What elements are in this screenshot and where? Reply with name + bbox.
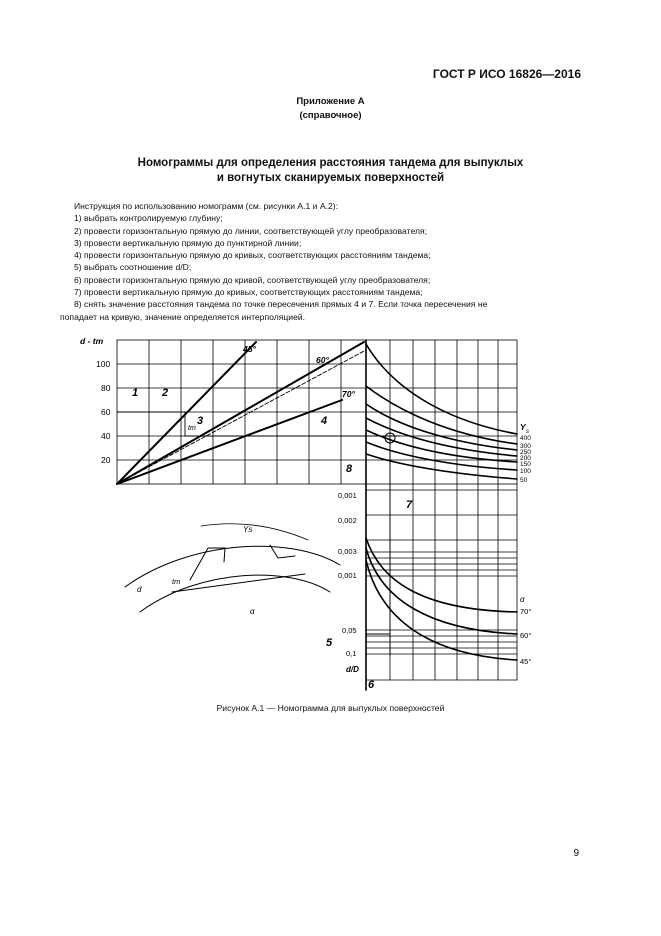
instruction-step-2: 2) провести горизонтальную прямую до линии, соответствующей углу преобразователя; bbox=[74, 225, 427, 236]
y-tick-100: 100 bbox=[96, 359, 111, 369]
section-title bbox=[0, 156, 661, 186]
curve-100 bbox=[366, 442, 517, 470]
v-value-200: 200 bbox=[520, 455, 531, 462]
lower-angle-70: 70° bbox=[520, 607, 532, 616]
section-title-line1: Номограммы для определения расстояния тандема для выпуклых bbox=[137, 157, 524, 169]
instruction-step-3: 3) провести вертикальную прямую до пунктирной линии; bbox=[74, 237, 302, 248]
v-value-300: 300 bbox=[520, 443, 531, 450]
curve-alpha-60 bbox=[366, 548, 517, 634]
callout-2: 2 bbox=[162, 387, 169, 399]
instruction-step-1: 1) выбрать контролируемую глубину; bbox=[74, 213, 223, 224]
callout-7: 7 bbox=[406, 499, 413, 511]
instruction-step-7: 7) провести вертикальную прямую до кривых, соответствующих расстояниям тандема; bbox=[74, 287, 423, 298]
annex-title: Приложение А bbox=[296, 96, 365, 107]
callout-5: 5 bbox=[326, 637, 333, 649]
lower-tick-3: 0,003 bbox=[338, 547, 357, 556]
curve-50 bbox=[366, 454, 517, 479]
alpha-label: α bbox=[520, 595, 525, 604]
line-45 bbox=[117, 342, 256, 484]
y-tick-80: 80 bbox=[101, 383, 111, 393]
instruction-step-4: 4) провести горизонтальную прямую до кривых, соответствующих расстояниям тандема; bbox=[74, 250, 431, 261]
sketch-label-ys: Ys bbox=[243, 525, 253, 534]
v-value-400: 400 bbox=[520, 435, 531, 442]
v-value-50: 50 bbox=[520, 477, 528, 484]
instruction-step-8a: 8) снять значение расстояния тандема по точке пересечения прямых 4 и 7. Если точка пересечения не bbox=[74, 299, 488, 310]
curve-150 bbox=[366, 430, 517, 462]
callout-8: 8 bbox=[346, 463, 353, 475]
instruction-step-5: 5) выбрать соотношение d/D; bbox=[74, 262, 192, 273]
annex-subtitle: (справочное) bbox=[299, 110, 362, 121]
lower-tick-1: 0,001 bbox=[338, 491, 357, 500]
curve-400 bbox=[366, 344, 517, 434]
v-value-150: 150 bbox=[520, 461, 531, 468]
curve-alpha-70 bbox=[366, 538, 517, 612]
lower-tick-4: 0,001 bbox=[338, 571, 357, 580]
lower-tick-6: 0,1 bbox=[346, 649, 357, 658]
v-value-100: 100 bbox=[520, 468, 531, 475]
curve-300 bbox=[366, 386, 517, 444]
sketch-label-d: d bbox=[137, 585, 142, 594]
nomogram-figure bbox=[80, 330, 550, 695]
instructions bbox=[60, 200, 592, 323]
callout-6: 6 bbox=[368, 679, 375, 691]
angle-label-70: 70° bbox=[342, 389, 355, 399]
v-label-sub: s bbox=[526, 429, 529, 435]
lower-grid bbox=[366, 484, 517, 680]
sketch-label-tm: tm bbox=[172, 577, 181, 586]
lower-angle-45: 45° bbox=[520, 657, 532, 666]
construction-lines bbox=[117, 412, 400, 655]
section-title-line2: и вогнутых сканируемых поверхностей bbox=[216, 172, 445, 184]
dD-label: d/D bbox=[346, 665, 359, 674]
figure-caption: Рисунок А.1 — Номограмма для выпуклых поверхностей bbox=[216, 703, 445, 713]
line-70 bbox=[117, 400, 342, 484]
sketch-label-alpha: α bbox=[250, 607, 255, 616]
convex-surface-sketch bbox=[125, 524, 340, 612]
angle-label-45: 45° bbox=[243, 344, 256, 354]
instruction-step-6: 6) провести горизонтальную прямую до кривой, соответствующей углу преобразователя; bbox=[74, 274, 431, 285]
v-value-250: 250 bbox=[520, 449, 531, 456]
v-label: Y bbox=[520, 422, 526, 432]
standard-header: ГОСТ Р ИСО 16826—2016 bbox=[432, 67, 581, 81]
lower-tick-2: 0,002 bbox=[338, 516, 357, 525]
tm-label: tm bbox=[188, 425, 196, 432]
lower-angle-60: 60° bbox=[520, 631, 532, 640]
instruction-step-8b: попадает на кривую, значение определяется интерполяцией. bbox=[60, 311, 306, 322]
callout-4: 4 bbox=[321, 415, 328, 427]
instructions-intro: Инструкция по использованию номограмм (см. рисунки А.1 и А.2): bbox=[74, 201, 339, 211]
annex-heading bbox=[0, 95, 661, 123]
callout-1: 1 bbox=[132, 387, 139, 399]
y-tick-60: 60 bbox=[101, 407, 111, 417]
y-tick-40: 40 bbox=[101, 431, 111, 441]
lower-tick-5: 0,05 bbox=[342, 626, 357, 635]
page-number: 9 bbox=[573, 848, 579, 859]
y-axis-label: d - tm bbox=[80, 336, 104, 346]
dashed-line-60 bbox=[117, 350, 366, 484]
angle-label-60: 60° bbox=[316, 355, 329, 365]
callout-3: 3 bbox=[197, 415, 204, 427]
y-tick-20: 20 bbox=[101, 455, 111, 465]
